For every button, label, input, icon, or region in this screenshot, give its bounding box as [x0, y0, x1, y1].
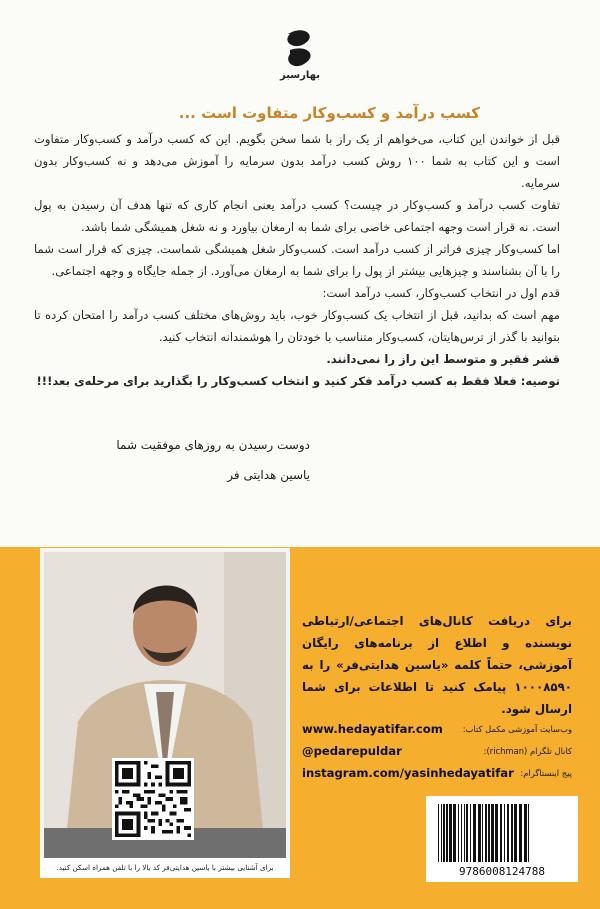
- contact-label: وب‌سایت آموزشی مکمل کتاب:: [462, 724, 572, 734]
- author-signature: [90, 430, 310, 490]
- contact-label: پیج اینستاگرام:: [520, 768, 572, 778]
- barcode-bar: [500, 804, 502, 862]
- barcode-bar: [524, 804, 527, 862]
- barcode-bar: [504, 804, 505, 862]
- instagram-link[interactable]: instagram.com/yasinhedayatifar: [302, 766, 514, 780]
- barcode-bar: [511, 804, 513, 862]
- barcode-bar: [470, 804, 471, 862]
- barcode-bar: [519, 804, 522, 862]
- blurb-paragraph: قدم اول در انتخاب کسب‌وکار، کسب درآمد است:: [322, 286, 560, 300]
- barcode-bar: [461, 804, 462, 862]
- telegram-link[interactable]: @pedarepuldar: [302, 744, 402, 758]
- blurb-recommendation: توصیه: فعلا فقط به کسب درآمد فکر کنید و انتخاب کسب‌وکار را بگذارید برای مرحله‌ی بعد!!!: [36, 374, 560, 388]
- barcode-bar: [491, 804, 494, 862]
- blurb-paragraph: اما کسب‌وکار چیزی فراتر از کسب درآمد است. کسب‌وکار شغل همیشگی شماست. چیزی که قرار است شما را با آن بشناسند و چیزهایی بیشتر از پول را برای شما به ارمغان می‌آورد. از جمله جایگاه و وجهه اجتماعی.: [34, 242, 560, 278]
- barcode-bar: [443, 804, 445, 862]
- author-contact-promo: برای دریافت کانال‌های اجتماعی/ارتباطی نویسنده و اطلاع از برنامه‌های رایگان آموزشی، حتماً کلمه «یاسین هدایتی‌فر» را به ۱۰۰۰۸۵۹۰ پیامک کنید تا اطلاعات برای شما ارسال شود.: [302, 614, 572, 716]
- qr-caption: برای آشنایی بیشتر با یاسین هدایتی‌فر کد بالا را با تلفن همراه اسکن کنید.: [40, 858, 290, 878]
- contact-label: کانال تلگرام (richman):: [483, 746, 572, 756]
- barcode-bar: [449, 804, 452, 862]
- blurb-paragraph-emphasis: قشر فقیر و متوسط این راز را نمی‌دانند.: [326, 352, 560, 366]
- barcode-bar: [473, 804, 476, 862]
- isbn-number: 9786008124788: [458, 865, 546, 878]
- publisher-name: بهارسبز: [279, 70, 320, 81]
- barcode-bar: [446, 804, 448, 862]
- barcode-bar: [488, 804, 490, 862]
- blurb-paragraph: قبل از خواندن این کتاب، می‌خواهم از یک راز با شما سخن بگویم. این که کسب درآمد و کسب‌وکار متفاوت است و این کتاب به شما ۱۰۰ روش کسب درآمد بدون سرمایه را آموزش می‌دهد و نه کسب‌وکار بدون سرمایه.: [34, 132, 560, 190]
- barcode-bar: [478, 804, 481, 862]
- contact-row-website: [302, 718, 572, 740]
- back-cover-headline: کسب درآمد و کسب‌وکار متفاوت است ...: [178, 104, 480, 122]
- contact-row-instagram: [302, 762, 572, 784]
- barcode-bar: [514, 804, 517, 862]
- barcode-bar: [528, 804, 529, 862]
- barcode-bar: [466, 804, 468, 862]
- barcode-bar: [485, 804, 487, 862]
- barcode-bar: [482, 804, 483, 862]
- barcode-bar: [458, 804, 459, 862]
- website-link[interactable]: www.hedayatifar.com: [302, 722, 443, 736]
- barcode-bar: [464, 804, 465, 862]
- signature-name: یاسین هدایتی فر: [227, 468, 310, 482]
- barcode-bar: [453, 804, 456, 862]
- contact-row-telegram: [302, 740, 572, 762]
- signature-greeting: دوست رسیدن به روزهای موفقیت شما: [116, 438, 310, 452]
- barcode-bar: [495, 804, 498, 862]
- blurb-paragraph: مهم است که بدانید، قبل از انتخاب یک کسب‌وکار خوب، باید روش‌های مختلف کسب درآمد را امتحان کرده تا بتوانید با گذر از ترس‌هایتان، کسب‌وکار متناسب با خودتان را هوشمندانه انتخاب کنید.: [34, 308, 560, 344]
- qr-code[interactable]: [112, 758, 194, 840]
- barcode-bar: [438, 804, 439, 862]
- barcode-bar: [507, 804, 509, 862]
- contact-list: [302, 718, 572, 784]
- blurb-text: [34, 128, 560, 392]
- blurb-paragraph: تفاوت کسب درآمد و کسب‌وکار در چیست؟ کسب درآمد یعنی انجام کاری که تنها هدف آن رسیدن به پول است. نه قرار است وجهه اجتماعی خاصی برای شما به ارمغان بیاورد و نه شغل همیشگی شما باشد.: [34, 198, 560, 234]
- qr-code-pattern: [115, 761, 191, 837]
- barcode-bar: [441, 804, 442, 862]
